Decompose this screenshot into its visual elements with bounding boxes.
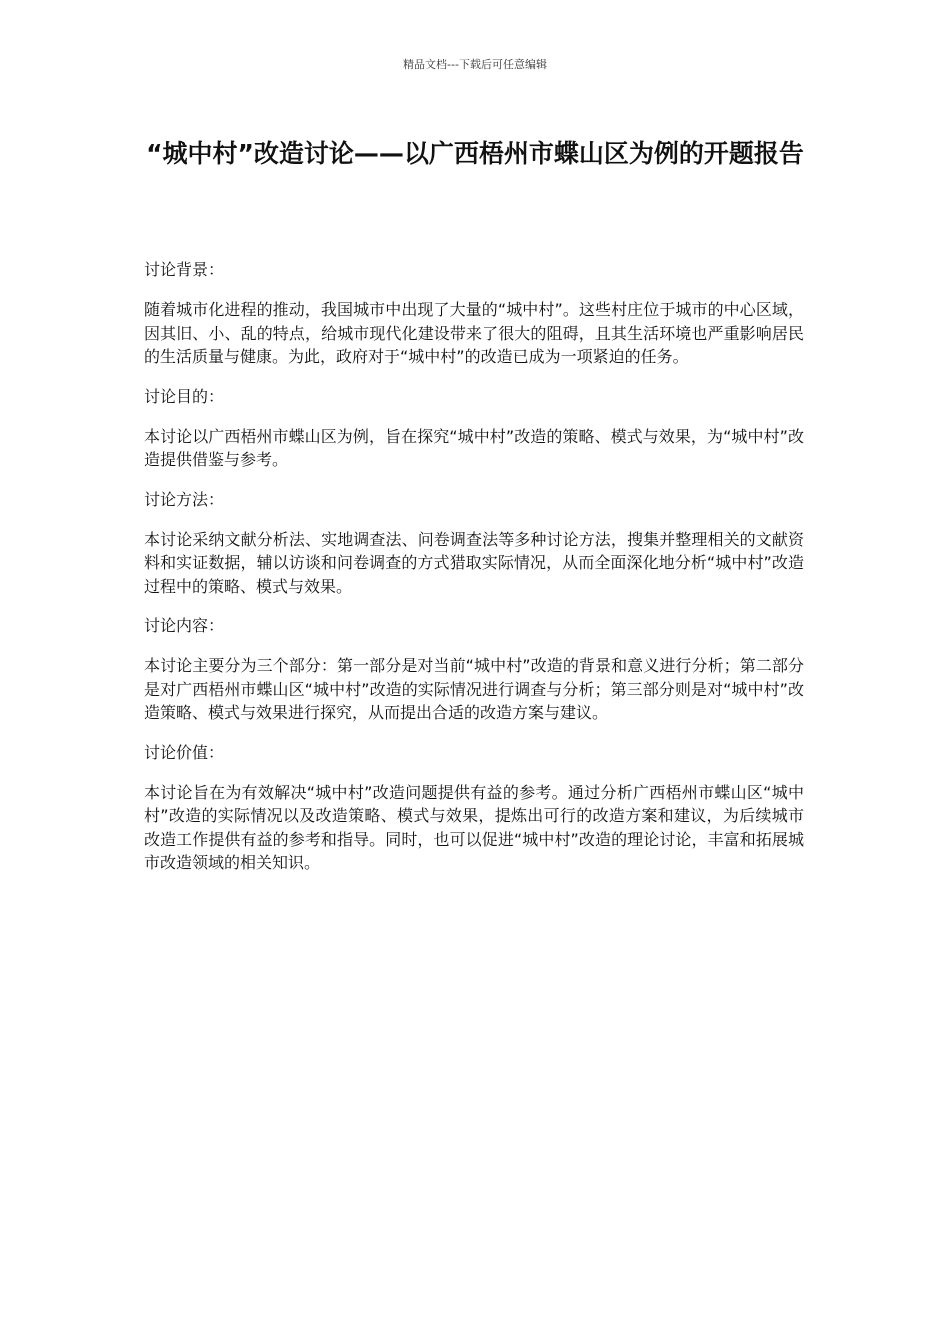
section-body-purpose: 本讨论以广西梧州市蝶山区为例，旨在探究“城中村”改造的策略、模式与效果，为“城中村”改造提供借鉴与参考。: [144, 426, 804, 469]
section-body-background: 随着城市化进程的推动，我国城市中出现了大量的“城中村”。这些村庄位于城市的中心区域，因其旧、小、乱的特点，给城市现代化建设带来了很大的阻碍，且其生活环境也严重影响居民的生活质量与健康。为此，政府对于“城中村”的改造已成为一项紧迫的任务。: [144, 300, 804, 366]
section-heading-value: 讨论价值：: [144, 742, 225, 762]
section-heading-content: 讨论内容：: [144, 616, 225, 635]
section-heading-background: 讨论背景：: [144, 260, 225, 279]
document-title: “城中村”改造讨论——以广西梧州市蝶山区为例的开题报告: [146, 139, 804, 168]
section-heading-method: 讨论方法：: [144, 489, 225, 509]
document-body: [144, 258, 804, 891]
section-body-method: 本讨论采纳文献分析法、实地调查法、问卷调查法等多种讨论方法，搜集并整理相关的文献资料和实证数据，辅以访谈和问卷调查的方式猎取实际情况，从而全面深化地分析“城中村”改造过程中的策略、模式与效果。: [144, 529, 804, 596]
section-heading-purpose: 讨论目的：: [144, 386, 225, 406]
section-body-value: 本讨论旨在为有效解决“城中村”改造问题提供有益的参考。通过分析广西梧州市蝶山区“城中村”改造的实际情况以及改造策略、模式与效果，提炼出可行的改造方案和建议，为后续城市改造工作提供有益的参考和指导。同时，也可以促进“城中村”改造的理论讨论，丰富和拓展城市改造领域的相关知识。: [144, 782, 804, 872]
page-header: 精品文档---下载后可任意编辑: [403, 58, 547, 71]
section-body-content: 本讨论主要分为三个部分：第一部分是对当前“城中村”改造的背景和意义进行分析；第二部分是对广西梧州市蝶山区“城中村”改造的实际情况进行调查与分析；第三部分则是对“城中村”改造策略、模式与效果进行探究，从而提出合适的改造方案与建议。: [144, 656, 804, 722]
